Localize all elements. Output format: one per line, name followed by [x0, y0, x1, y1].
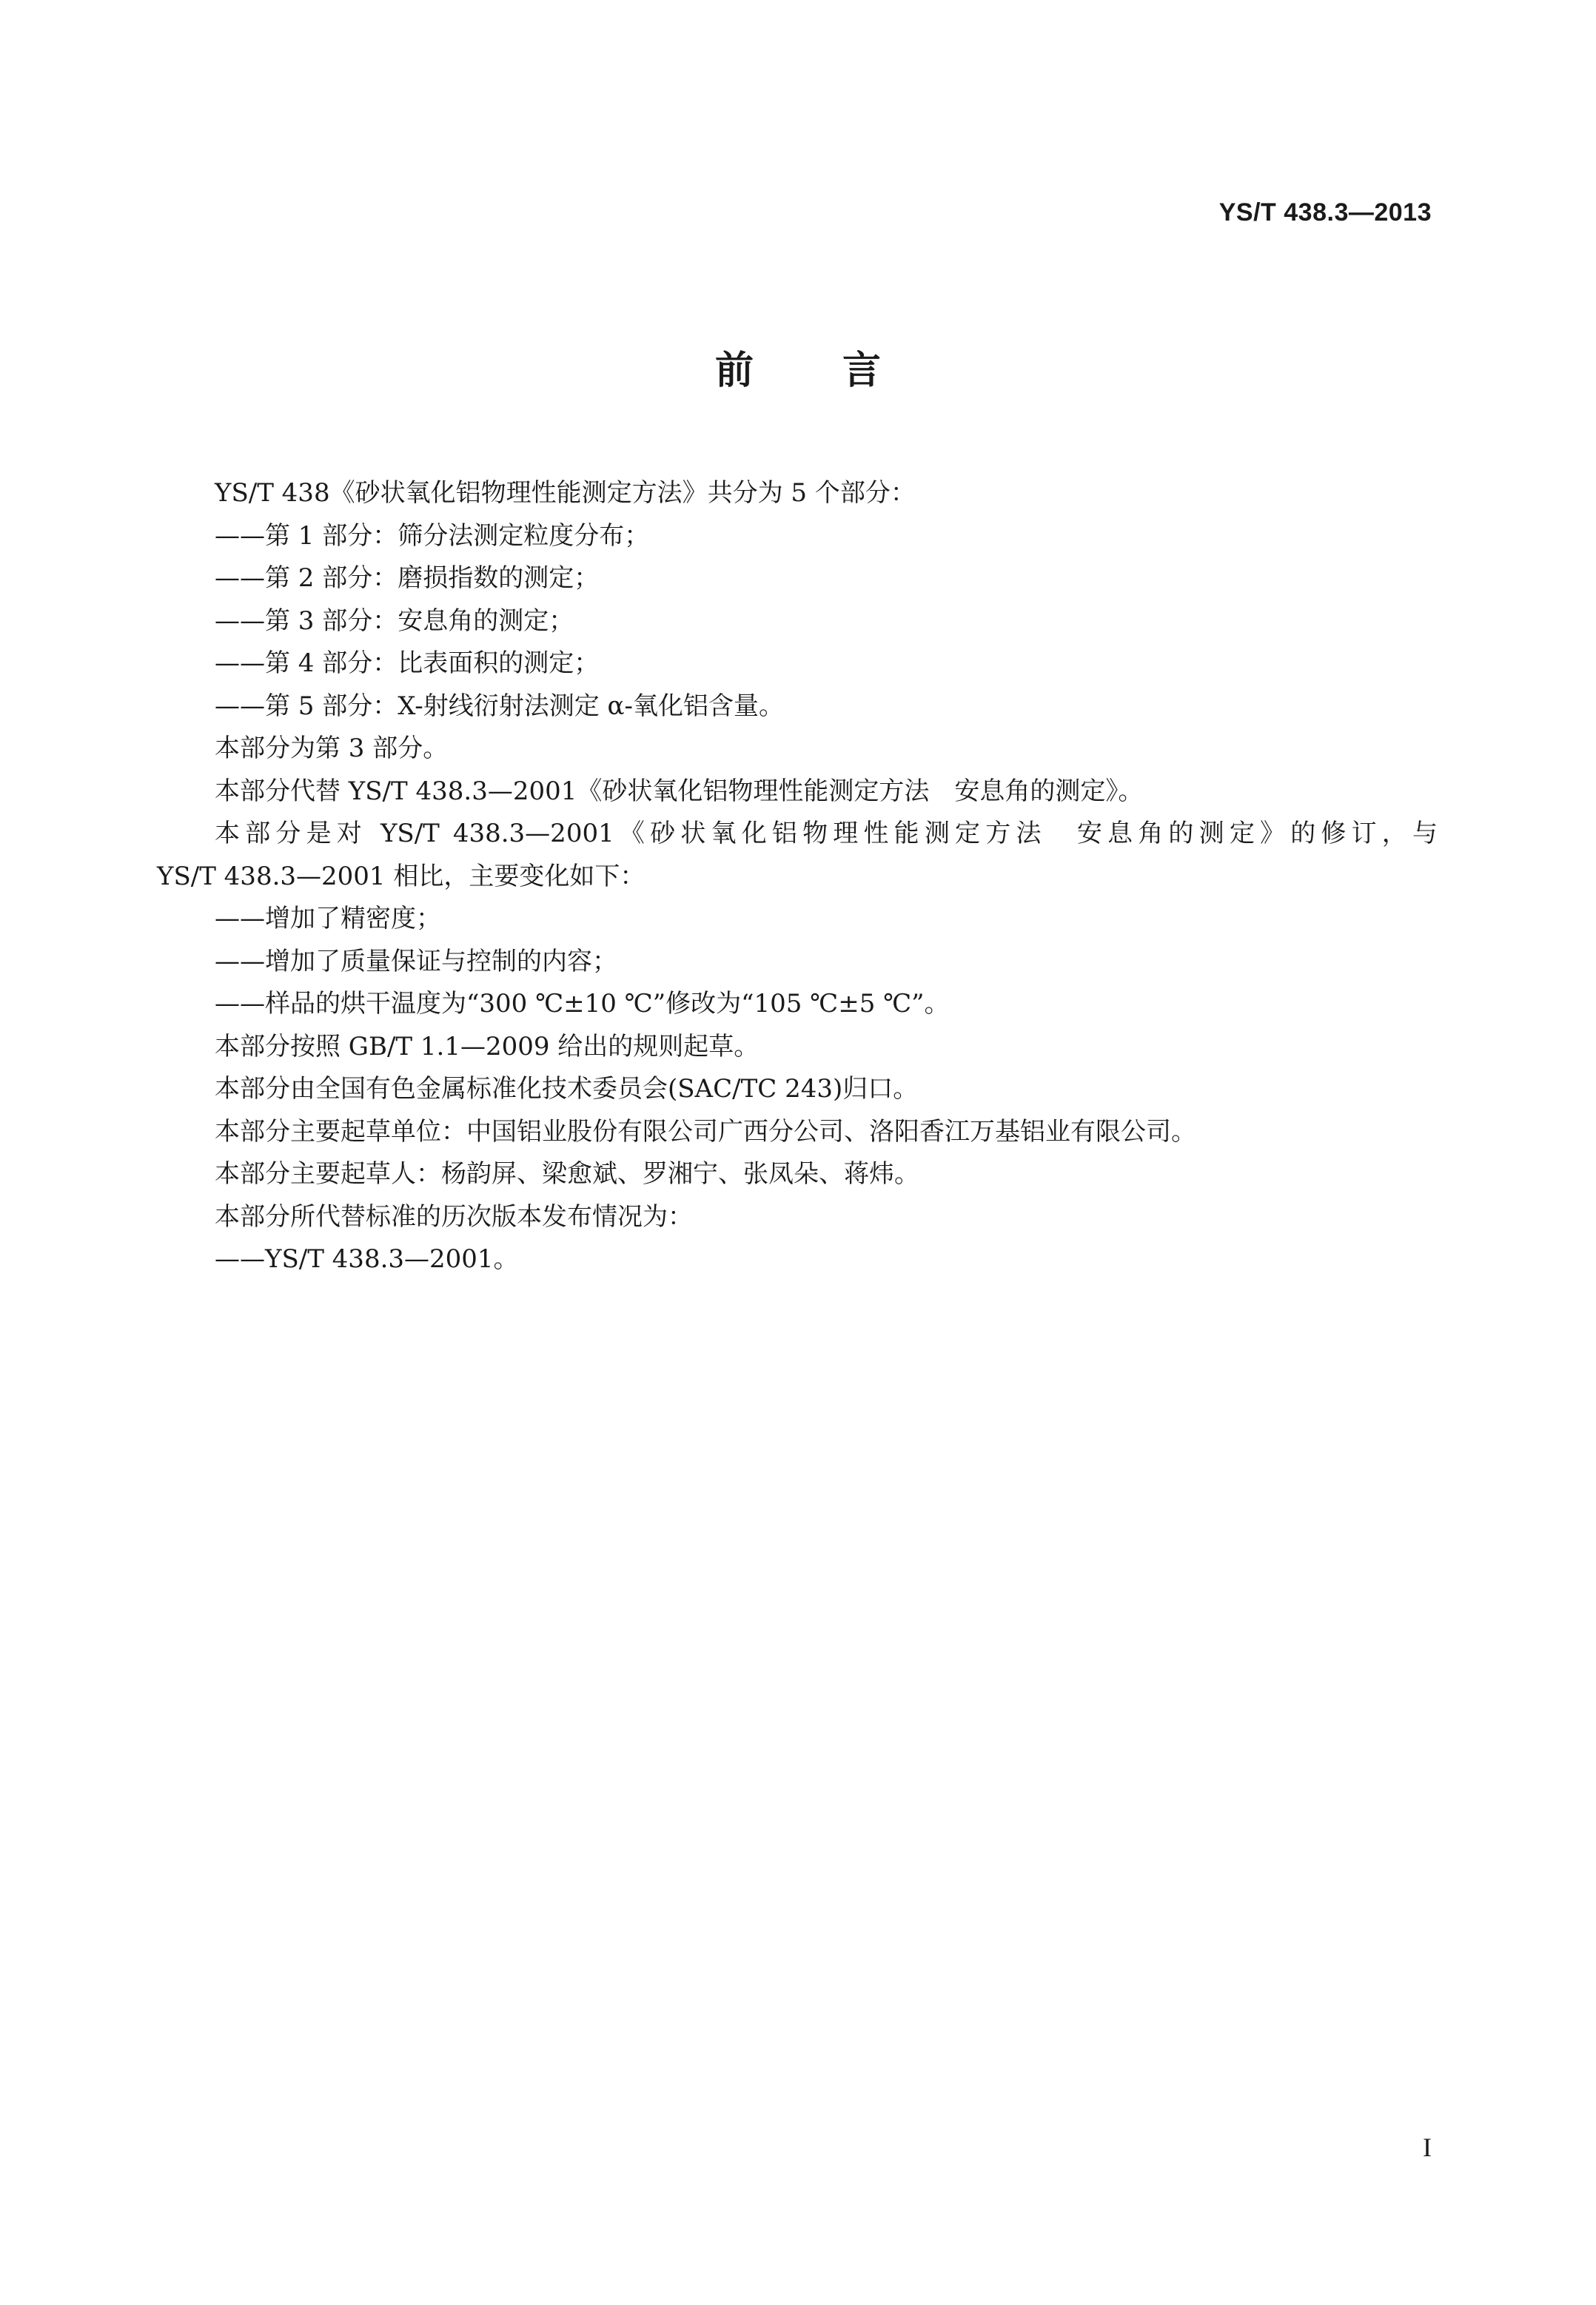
- list-item: ——第 3 部分：安息角的测定；: [215, 605, 574, 636]
- page-title: 前言: [714, 349, 970, 393]
- paragraph-line: YS/T 438.3—2001 相比，主要变化如下：: [157, 861, 646, 891]
- paragraph-line: YS/T 438《砂状氧化铝物理性能测定方法》共分为 5 个部分：: [215, 478, 916, 508]
- list-item: ——样品的烘干温度为“300 ℃±10 ℃”修改为“105 ℃±5 ℃”。: [215, 989, 950, 1019]
- list-item: ——YS/T 438.3—2001。: [215, 1244, 519, 1274]
- list-item: ——第 5 部分：X-射线衍射法测定 α-氧化铝含量。: [215, 691, 784, 721]
- list-item: ——第 2 部分：磨损指数的测定；: [215, 563, 600, 593]
- list-item: ——增加了精密度；: [215, 904, 441, 933]
- paragraph-line: 本部分代替 YS/T 438.3—2001《砂状氧化铝物理性能测定方法 安息角的测定》。: [215, 776, 1144, 806]
- paragraph-line: 本部分主要起草人：杨韵屏、梁愈斌、罗湘宁、张凤朵、蒋炜。: [215, 1159, 919, 1189]
- paragraph-line: 本部分按照 GB/T 1.1—2009 给出的规则起草。: [215, 1031, 760, 1061]
- paragraph-line: 本部分是对 YS/T 438.3—2001《砂状氧化铝物理性能测定方法 安息角的测定》的修订，与: [215, 819, 1438, 848]
- list-item: ——增加了质量保证与控制的内容；: [215, 946, 617, 976]
- paragraph-line: 本部分为第 3 部分。: [215, 734, 449, 763]
- standard-code: YS/T 438.3—2013: [1218, 198, 1432, 227]
- page-number: I: [1423, 2133, 1432, 2162]
- list-item: ——第 1 部分：筛分法测定粒度分布；: [215, 520, 650, 551]
- paragraph-line: 本部分所代替标准的历次版本发布情况为：: [215, 1201, 693, 1232]
- foreword-body: [157, 472, 1438, 1281]
- paragraph-line: 本部分主要起草单位：中国铝业股份有限公司广西分公司、洛阳香江万基铝业有限公司。: [215, 1116, 1196, 1147]
- list-item: ——第 4 部分：比表面积的测定；: [215, 648, 600, 678]
- paragraph-line: 本部分由全国有色金属标准化技术委员会(SAC/TC 243)归口。: [215, 1074, 919, 1104]
